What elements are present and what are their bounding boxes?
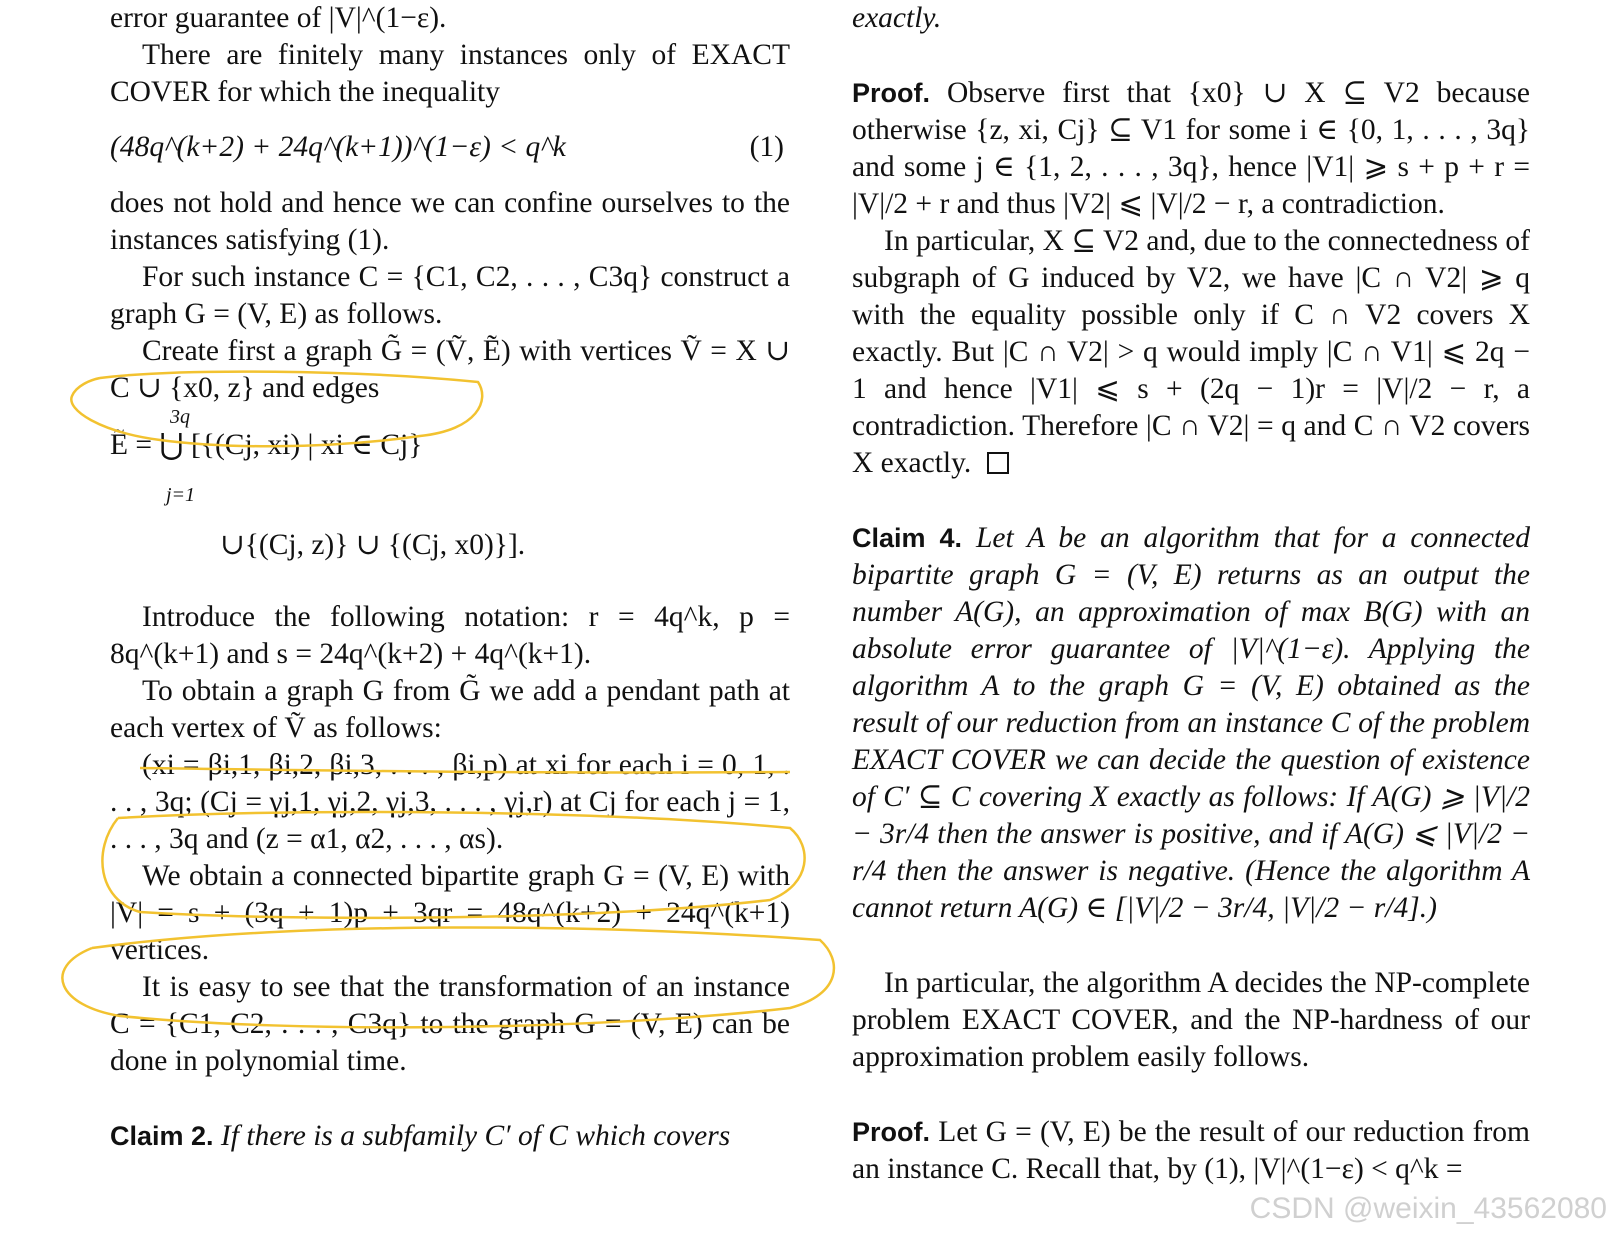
proof-label: Proof.	[852, 1117, 930, 1147]
paragraph: does not hold and hence we can confine ourselves to the instances satisfying (1).	[110, 187, 790, 256]
union-line-2: ∪{(Cj, z)} ∪ {(Cj, x0)}].	[220, 529, 526, 561]
proof-1	[852, 75, 1530, 223]
proof-text: Let G = (V, E) be the result of our reduction from an instance C. Recall that, by (1), |V|^(1−ε) < q^k =	[852, 1116, 1530, 1185]
claim-label: Claim 2.	[110, 1121, 214, 1151]
edge-set-definition	[110, 407, 790, 577]
paragraph: error guarantee of |V|^(1−ε).	[110, 2, 447, 34]
proof-text: In particular, X ⊆ V2 and, due to the connectedness of subgraph of G induced by V2, we have |C ∩ V2| ⩾ q with the equality possible only if C ∩ V2 covers X exactly. But |C ∩ V2| > q would imply |C ∩ V1| ⩽ 2q − 1 and hence |V1| ⩽ s + (2q − 1)r = |V|/2 − r, a contradiction. Therefore |C ∩ V2| = q and C ∩ V2 covers X exactly.	[852, 225, 1530, 479]
paragraph: Introduce the following notation: r = 4q^k, p = 8q^(k+1) and s = 24q^(k+2) + 4q^(k+1).	[110, 601, 790, 670]
paragraph: Create first a graph G̃ = (Ṽ, Ẽ) with vertices Ṽ = X ∪ C ∪ {x0, z} and edges	[110, 335, 790, 404]
paragraph: exactly.	[852, 2, 942, 34]
equation-number: (1)	[749, 131, 784, 163]
paragraph: To obtain a graph G from G̃ we add a pendant path at each vertex of Ṽ as follows:	[110, 675, 790, 744]
paragraph: We obtain a connected bipartite graph G = (V, E) with |V| = s + (3q + 1)p + 3qr = 48q^(k+2) + 24q^(k+1) vertices.	[110, 860, 790, 966]
equation-text: (48q^(k+2) + 24q^(k+1))^(1−ε) < q^k	[110, 131, 566, 163]
claim-label: Claim 4.	[852, 523, 963, 553]
paragraph: There are finitely many instances only of EXACT COVER for which the inequality	[110, 39, 790, 108]
paragraph: For such instance C = {C1, C2, . . . , C3q} construct a graph G = (V, E) as follows.	[110, 261, 790, 330]
paragraph: (xi = βi,1, βi,2, βi,3, . . . , βi,p) at xi for each i = 0, 1, . . . , 3q; (Cj = γj,1, γj,2, γj,3, . . . , γj,r) at Cj for each j = 1, . . . , 3q and (z = α1, α2, . . . , αs).	[110, 749, 790, 855]
union-lower-limit: j=1	[166, 484, 196, 506]
paragraph	[852, 223, 1530, 482]
paragraph: It is easy to see that the transformation of an instance C = {C1, C2, . . . , C3q} to the graph G = (V, E) can be done in polynomial time.	[110, 971, 790, 1077]
proof-label: Proof.	[852, 78, 930, 108]
union-upper-limit: 3q	[170, 406, 190, 428]
watermark: CSDN @weixin_43562080	[1249, 1192, 1607, 1225]
right-column	[852, 0, 1530, 1188]
proof-2	[852, 1114, 1530, 1188]
union-line-1: Ẽ = ⋃ [{(Cj, xi) | xi ∈ Cj}	[110, 429, 423, 461]
proof-text: Observe first that {x0} ∪ X ⊆ V2 because otherwise {z, xi, Cj} ⊆ V1 for some i ∈ {0, 1, . . . , 3q} and some j ∈ {1, 2, . . . , 3q}, hence |V1| ⩾ s + p + r = |V|/2 + r and thus |V2| ⩽ |V|/2 − r, a contradiction.	[852, 77, 1531, 220]
paragraph: In particular, the algorithm A decides the NP-complete problem EXACT COVER, and the NP-hardness of our approximation problem easily follows.	[852, 967, 1530, 1073]
qed-square	[987, 452, 1009, 474]
claim-text: If there is a subfamily C′ of C which covers	[220, 1120, 731, 1152]
claim-text: Let A be an algorithm that for a connected bipartite graph G = (V, E) returns as an output the number A(G), an approximation of max B(G) with an absolute error guarantee of |V|^(1−ε). Applying the algorithm A to the graph G = (V, E) obtained as the result of our reduction from an instance C of the problem EXACT COVER we can decide the question of existence of C′ ⊆ C covering X exactly as follows: If A(G) ⩾ |V|/2 − 3r/4 then the answer is positive, and if A(G) ⩽ |V|/2 − r/4 then the answer is negative. (Hence the algorithm A cannot return A(G) ∈ [|V|/2 − 3r/4, |V|/2 − r/4].)	[852, 522, 1531, 924]
claim-4	[852, 520, 1530, 927]
left-column	[110, 0, 790, 1155]
claim-2	[110, 1118, 790, 1155]
equation-1	[110, 111, 790, 185]
